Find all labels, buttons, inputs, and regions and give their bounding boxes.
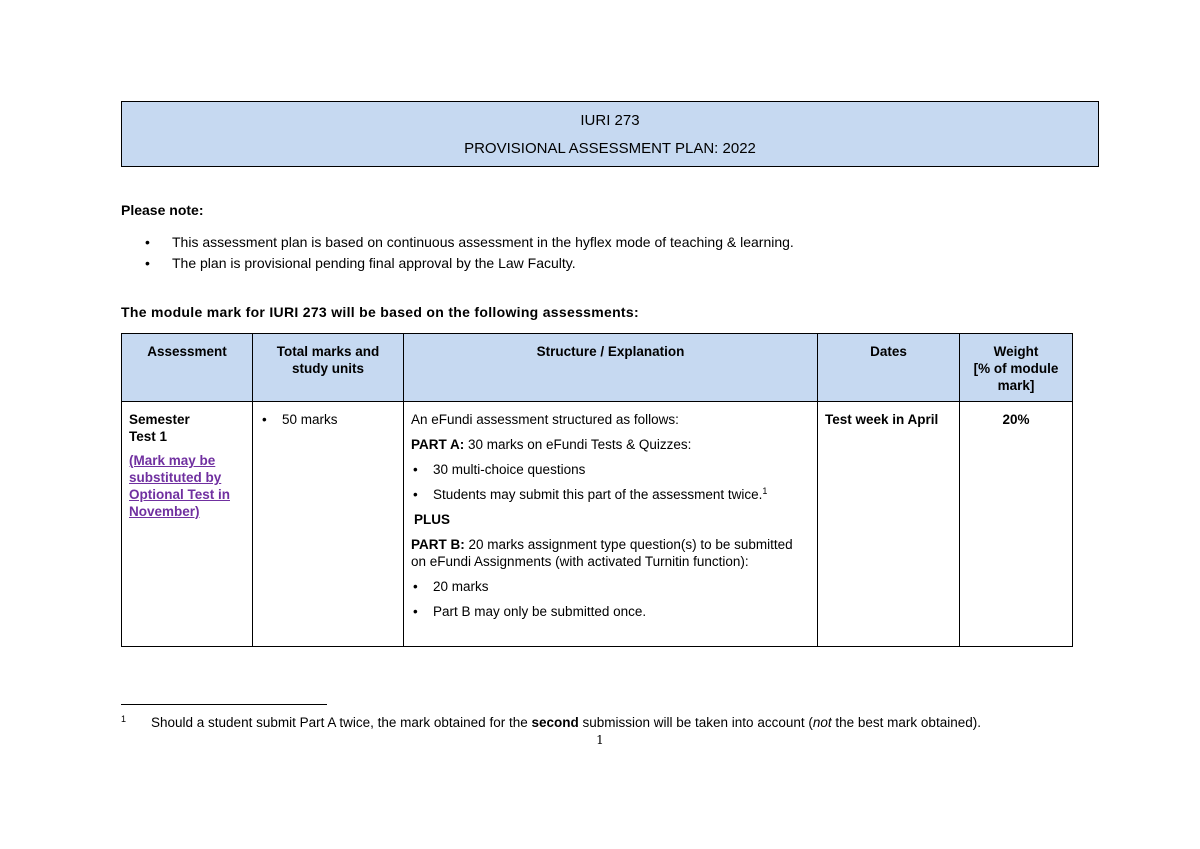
footnote-separator [121, 704, 327, 705]
plus-label: PLUS [414, 512, 451, 527]
list-item [260, 411, 396, 428]
list-item [411, 461, 810, 478]
bullet-icon: • [262, 412, 267, 427]
bullet-icon: • [145, 255, 150, 271]
header-weight-line2: [% of module mark] [973, 361, 1059, 393]
footnote-mark: 1 [121, 714, 127, 724]
part-a-bullet-1: 30 multi-choice questions [433, 462, 586, 477]
notes-heading: Please note: [121, 202, 204, 218]
part-b-text: 20 marks assignment type question(s) to be submitted on eFundi Assignments (with activated Turnitin function): [411, 537, 793, 569]
page-number: 1 [596, 733, 604, 747]
list-item [411, 486, 810, 503]
note-text: The plan is provisional pending final approval by the Law Faculty. [172, 255, 576, 271]
module-heading: The module mark for IURI 273 will be based on the following assessments: [121, 304, 639, 320]
cell-weight: 20% [960, 402, 1073, 647]
assessment-name-line2: Test 1 [129, 429, 168, 444]
list-item [411, 578, 810, 595]
part-a-label: PART A: [411, 437, 465, 452]
title-box [121, 101, 1099, 167]
part-b-bullet-2: Part B may only be submitted once. [433, 604, 647, 619]
part-b-label: PART B: [411, 537, 465, 552]
assessment-name-line1: Semester [129, 412, 190, 427]
part-a-paragraph [411, 436, 810, 453]
notes-list [121, 232, 794, 274]
list-item [411, 603, 810, 620]
cell-dates: Test week in April [818, 402, 960, 647]
bullet-icon: • [413, 487, 418, 502]
header-weight [960, 334, 1073, 402]
list-item [121, 232, 794, 253]
list-item [121, 253, 794, 274]
footnote-text-after: the best mark obtained). [831, 715, 981, 730]
total-marks-text: 50 marks [282, 412, 338, 427]
cell-structure [404, 402, 818, 647]
footnote-text-before: Should a student submit Part A twice, the mark obtained for the [151, 715, 532, 730]
part-a-bullet-2: Students may submit this part of the assessment twice. [433, 487, 763, 502]
cell-assessment [122, 402, 253, 647]
substitution-link[interactable]: (Mark may be substituted by Optional Test in November) [129, 453, 230, 519]
part-b-paragraph [411, 536, 810, 570]
footnote-ref[interactable]: 1 [762, 486, 768, 496]
header-assessment: Assessment [122, 334, 253, 402]
bullet-icon: • [413, 579, 418, 594]
footnote-text-middle: submission will be taken into account ( [578, 715, 813, 730]
header-structure: Structure / Explanation [404, 334, 818, 402]
table-header-row [122, 334, 1073, 402]
cell-total-marks [253, 402, 404, 647]
bullet-icon: • [413, 462, 418, 477]
note-text: This assessment plan is based on continuous assessment in the hyflex mode of teaching & learning. [172, 234, 794, 250]
bullet-icon: • [145, 234, 150, 250]
footnote [121, 714, 981, 730]
bullet-icon: • [413, 604, 418, 619]
part-a-text: 30 marks on eFundi Tests & Quizzes: [464, 437, 692, 452]
footnote-text-bold: second [531, 715, 579, 730]
footnote-text-italic: not [812, 715, 832, 730]
assessment-table [121, 333, 1073, 647]
plan-title: PROVISIONAL ASSESSMENT PLAN: 2022 [464, 140, 756, 157]
table-row [122, 402, 1073, 647]
part-b-bullet-1: 20 marks [433, 579, 489, 594]
header-weight-line1: Weight [993, 344, 1039, 359]
header-total-marks-text: Total marks and study units [276, 344, 380, 376]
course-code: IURI 273 [580, 112, 640, 129]
header-total-marks [253, 334, 404, 402]
structure-intro: An eFundi assessment structured as follows: [411, 412, 679, 427]
header-dates: Dates [818, 334, 960, 402]
